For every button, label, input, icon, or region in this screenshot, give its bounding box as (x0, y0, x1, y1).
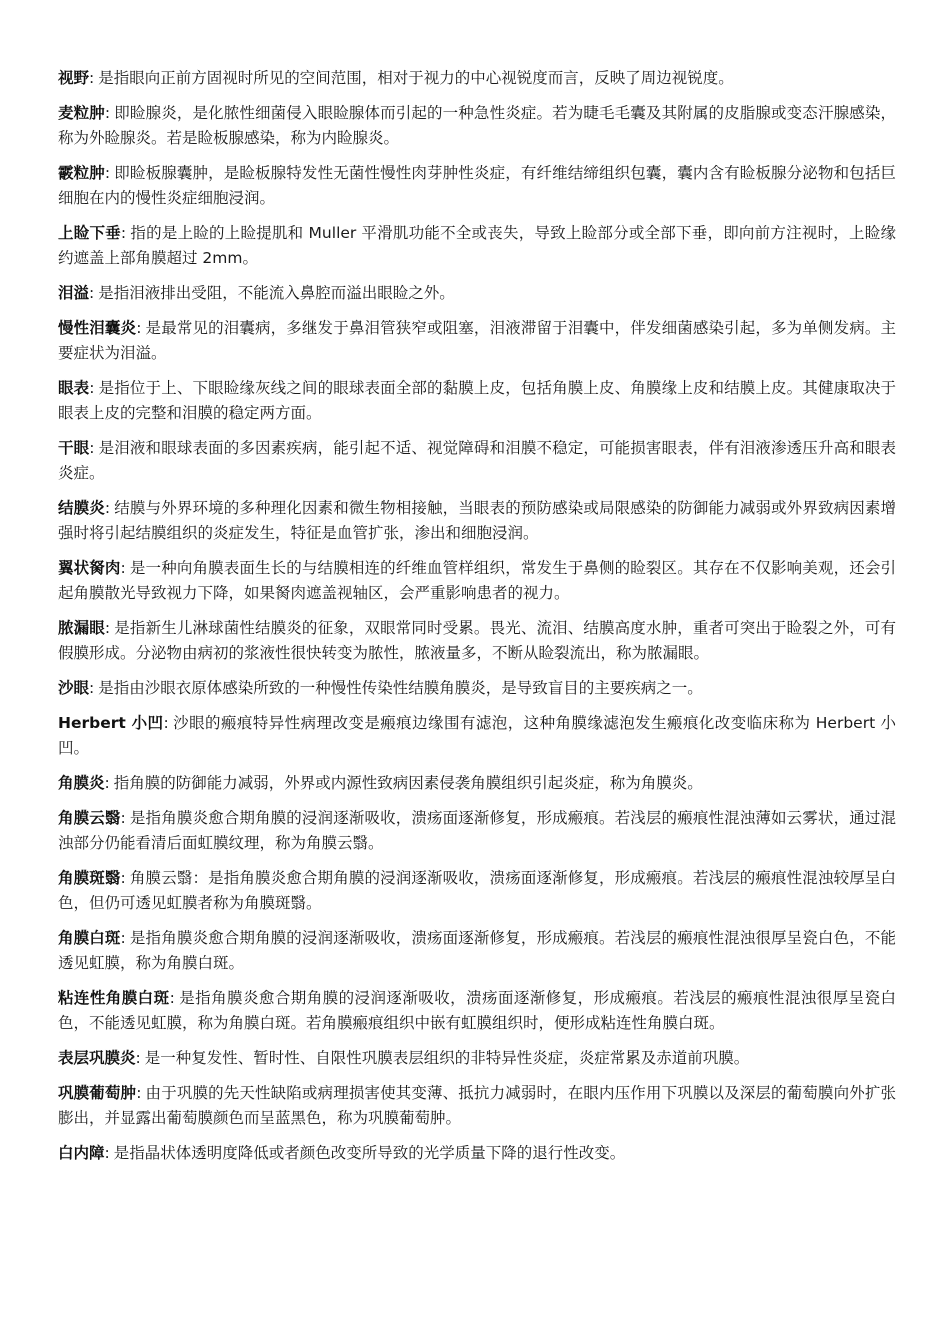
entry-definition: 是指泪液排出受阻，不能流入鼻腔而溢出眼睑之外。 (98, 284, 455, 302)
entry-term: 上睑下垂 (58, 224, 121, 242)
glossary-page (58, 66, 896, 1176)
entry-definition: 由于巩膜的先天性缺陷或病理损害使其变薄、抵抗力减弱时，在眼内压作用下巩膜以及深层的葡萄膜向外扩张膨出，并显露出葡萄膜颜色而呈蓝黑色，称为巩膜葡萄肿。 (58, 1084, 896, 1127)
entry-term: 表层巩膜炎 (58, 1049, 136, 1067)
glossary-entry (58, 771, 896, 796)
entry-separator: : (104, 499, 111, 517)
entry-definition: 是指晶状体透明度降低或者颜色改变所导致的光学质量下降的退行性改变。 (113, 1144, 626, 1162)
glossary-entry (58, 806, 896, 856)
entry-definition: 是指眼向正前方固视时所见的空间范围，相对于视力的中心视锐度而言，反映了周边视锐度。 (98, 69, 734, 87)
entry-term: 白内障 (58, 1144, 105, 1162)
entry-term: 翼状胬肉 (58, 559, 121, 577)
glossary-entry (58, 676, 896, 701)
entry-separator: : (120, 869, 126, 887)
entry-definition: 结膜与外界环境的多种理化因素和微生物相接触，当眼表的预防感染或局限感染的防御能力减弱或外界致病因素增强时将引起结膜组织的炎症发生，特征是血管扩张，渗出和细胞浸润。 (58, 499, 896, 542)
entry-term: 泪溢 (58, 284, 90, 302)
entry-separator: : (120, 809, 126, 827)
entry-definition: 是指新生儿淋球菌性结膜炎的征象，双眼常同时受累。畏光、流泪、结膜高度水肿，重者可突出于睑裂之外，可有假膜形成。分泌物由病初的浆液性很快转变为脓性，脓液量多，不断从睑裂流出，称为脓漏眼。 (58, 619, 896, 662)
entry-term: 粘连性角膜白斑 (58, 989, 170, 1007)
entry-definition: 是指位于上、下眼睑缘灰线之间的眼球表面全部的黏膜上皮，包括角膜上皮、角膜缘上皮和结膜上皮。其健康取决于眼表上皮的完整和泪膜的稳定两方面。 (58, 379, 896, 422)
entry-term: 结膜炎 (58, 499, 105, 517)
glossary-entry (58, 496, 896, 546)
entry-separator: : (120, 224, 127, 242)
entry-term: 慢性泪囊炎 (58, 319, 137, 337)
entry-separator: : (104, 104, 111, 122)
glossary-entry (58, 616, 896, 666)
entry-definition: 是指角膜炎愈合期角膜的浸润逐渐吸收，溃疡面逐渐修复，形成瘢痕。若浅层的瘢痕性混浊很厚呈瓷白色，不能透见虹膜，称为角膜白斑。若角膜瘢痕组织中嵌有虹膜组织时，便形成粘连性角膜白斑。 (58, 989, 896, 1032)
entry-term: 角膜炎 (58, 774, 105, 792)
glossary-entry (58, 866, 896, 916)
entry-definition: 是泪液和眼球表面的多因素疾病，能引起不适、视觉障碍和泪膜不稳定，可能损害眼表，伴有泪液渗透压升高和眼表炎症。 (58, 439, 896, 482)
entry-term: 角膜斑翳 (58, 869, 121, 887)
entry-definition: 指的是上睑的上睑提肌和 Muller 平滑肌功能不全或丧失，导致上睑部分或全部下垂，即向前方注视时，上睑缘约遮盖上部角膜超过 2mm。 (58, 224, 896, 267)
entry-separator: : (89, 679, 95, 697)
entry-definition: 是一种向角膜表面生长的与结膜相连的纤维血管样组织，常发生于鼻侧的睑裂区。其存在不仅影响美观，还会引起角膜散光导致视力下降，如果胬肉遮盖视轴区，会严重影响患者的视力。 (58, 559, 896, 602)
glossary-entry (58, 1141, 896, 1166)
entry-separator: : (89, 284, 95, 302)
glossary-entry (58, 316, 896, 366)
entry-separator: : (89, 69, 95, 87)
entry-separator: : (120, 929, 126, 947)
entry-term: 霰粒肿 (58, 164, 105, 182)
entry-definition: 沙眼的瘢痕特异性病理改变是瘢痕边缘围有滤泡，这种角膜缘滤泡发生瘢痕化改变临床称为 Herbert 小凹。 (58, 714, 896, 757)
glossary-entry (58, 281, 896, 306)
entry-definition: 角膜云翳：是指角膜炎愈合期角膜的浸润逐渐吸收，溃疡面逐渐修复，形成瘢痕。若浅层的瘢痕性混浊较厚呈白色，但仍可透见虹膜者称为角膜斑翳。 (58, 869, 896, 912)
entry-separator: : (135, 1049, 141, 1067)
entry-separator: : (104, 774, 110, 792)
glossary-entry (58, 66, 896, 91)
entry-separator: : (89, 439, 95, 457)
entry-definition: 是指角膜炎愈合期角膜的浸润逐渐吸收，溃疡面逐渐修复，形成瘢痕。若浅层的瘢痕性混浊很厚呈瓷白色，不能透见虹膜，称为角膜白斑。 (58, 929, 896, 972)
entry-term: 角膜云翳 (58, 809, 121, 827)
glossary-entry (58, 221, 896, 271)
glossary-entry (58, 161, 896, 211)
entry-term: 沙眼 (58, 679, 90, 697)
entry-separator: : (104, 619, 111, 637)
glossary-entry (58, 376, 896, 426)
glossary-entry (58, 926, 896, 976)
entry-term: 视野 (58, 69, 90, 87)
entry-separator: : (104, 1144, 110, 1162)
entry-term: 角膜白斑 (58, 929, 121, 947)
entry-separator: : (169, 989, 175, 1007)
entry-separator: : (136, 1084, 142, 1102)
entry-term: 脓漏眼 (58, 619, 105, 637)
glossary-entry (58, 1046, 896, 1071)
entry-term: Herbert 小凹 (58, 714, 164, 732)
glossary-entry (58, 1081, 896, 1131)
entry-definition: 是一种复发性、暂时性、自限性巩膜表层组织的非特异性炎症，炎症常累及赤道前巩膜。 (144, 1049, 750, 1067)
entry-definition: 即睑板腺囊肿，是睑板腺特发性无菌性慢性肉芽肿性炎症，有纤维结缔组织包囊，囊内含有睑板腺分泌物和包括巨细胞在内的慢性炎症细胞浸润。 (58, 164, 896, 207)
entry-separator: : (136, 319, 142, 337)
entry-term: 巩膜葡萄肿 (58, 1084, 137, 1102)
entry-term: 麦粒肿 (58, 104, 105, 122)
entry-definition: 是指由沙眼衣原体感染所致的一种慢性传染性结膜角膜炎，是导致盲目的主要疾病之一。 (98, 679, 703, 697)
entry-definition: 即睑腺炎，是化脓性细菌侵入眼睑腺体而引起的一种急性炎症。若为睫毛毛囊及其附属的皮脂腺或变态汗腺感染，称为外睑腺炎。若是睑板腺感染，称为内睑腺炎。 (58, 104, 896, 147)
entry-term: 眼表 (58, 379, 90, 397)
entry-separator: : (120, 559, 126, 577)
entry-definition: 是指角膜炎愈合期角膜的浸润逐渐吸收，溃疡面逐渐修复，形成瘢痕。若浅层的瘢痕性混浊薄如云雾状，通过混浊部分仍能看清后面虹膜纹理，称为角膜云翳。 (58, 809, 896, 852)
entry-definition: 是最常见的泪囊病，多继发于鼻泪管狭窄或阻塞，泪液滞留于泪囊中，伴发细菌感染引起，多为单侧发病。主要症状为泪溢。 (58, 319, 896, 362)
glossary-entry (58, 556, 896, 606)
entry-term: 干眼 (58, 439, 90, 457)
entry-separator: : (104, 164, 111, 182)
glossary-entry (58, 101, 896, 151)
glossary-entry (58, 986, 896, 1036)
glossary-entry (58, 711, 896, 761)
entry-definition: 指角膜的防御能力减弱，外界或内源性致病因素侵袭角膜组织引起炎症，称为角膜炎。 (113, 774, 703, 792)
entry-separator: : (163, 714, 169, 732)
glossary-entry (58, 436, 896, 486)
entry-separator: : (89, 379, 95, 397)
